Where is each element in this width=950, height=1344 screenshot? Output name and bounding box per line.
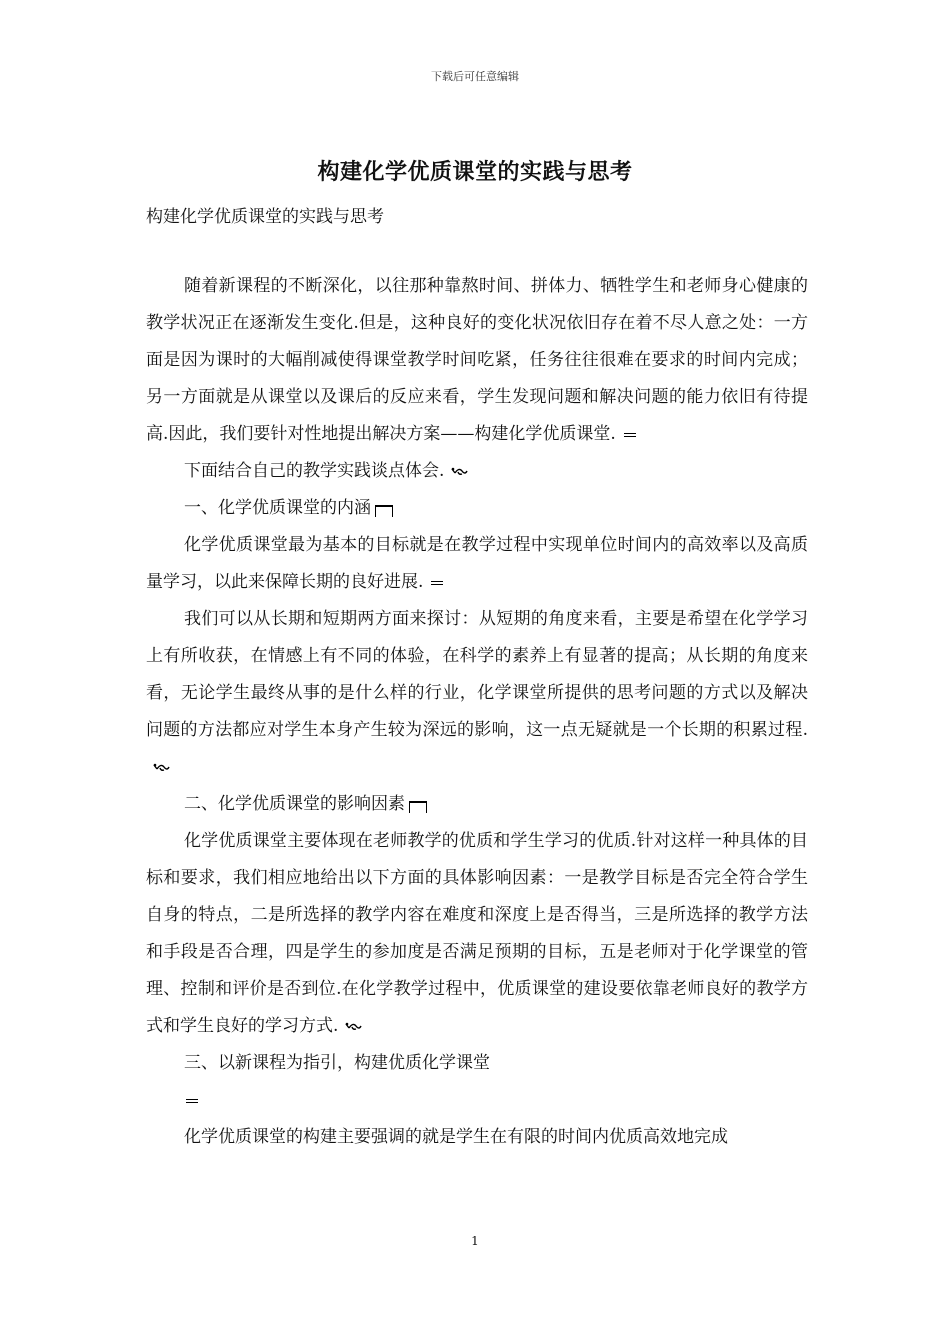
paragraph-text: 化学优质课堂主要体现在老师教学的优质和学生学习的优质.针对这样一种具体的目标和要求，我们相应地给出以下方面的具体影响因素：一是教学目标是否完全符合学生自身的特点，二是所选择的教学内容在难度和深度上是否得当，三是所选择的教学方法和手段是否合理，四是学生的参加度是否满足预期的目标，五是老师对于化学课堂的管理、控制和评价是否到位.在化学教学过程中，优质课堂的建设要依靠老师良好的教学方式和学生良好的学习方式. bbox=[146, 831, 808, 1036]
section-heading-1 bbox=[146, 490, 808, 527]
document-body bbox=[146, 268, 808, 1156]
paragraph-text: 化学优质课堂的构建主要强调的就是学生在有限的时间内优质高效地完成 bbox=[184, 1127, 728, 1147]
document-title: 构建化学优质课堂的实践与思考 bbox=[317, 159, 633, 185]
paragraph-text: 下面结合自己的教学实践谈点体会. bbox=[184, 461, 445, 481]
line-break-icon bbox=[409, 801, 427, 813]
header-note: 下载后可任意编辑 bbox=[431, 70, 519, 83]
loop-mark-icon bbox=[152, 762, 170, 774]
paragraph-long-short-term bbox=[146, 601, 808, 786]
section-heading-text: 三、以新课程为指引，构建优质化学课堂 bbox=[184, 1053, 490, 1073]
paragraph-factors bbox=[146, 823, 808, 1045]
document-subtitle: 构建化学优质课堂的实践与思考 bbox=[146, 207, 384, 227]
paragraph-definition bbox=[146, 527, 808, 601]
section-heading-text: 二、化学优质课堂的影响因素 bbox=[184, 794, 405, 814]
empty-paragraph bbox=[146, 1082, 808, 1119]
paragraph-text: 化学优质课堂最为基本的目标就是在教学过程中实现单位时间内的高效率以及高质量学习，以此来保障长期的良好进展. bbox=[146, 535, 808, 592]
paragraph-text: 我们可以从长期和短期两方面来探讨：从短期的角度来看，主要是希望在化学学习上有所收获，在情感上有不同的体验，在科学的素养上有显著的提高；从长期的角度来看，无论学生最终从事的是什么样的行业，化学课堂所提供的思考问题的方式以及解决问题的方法都应对学生本身产生较为深远的影响，这一点无疑就是一个长期的积累过程. bbox=[146, 609, 808, 740]
section-heading-3 bbox=[146, 1045, 808, 1082]
paragraph-construction bbox=[146, 1119, 808, 1156]
section-heading-2 bbox=[146, 786, 808, 823]
loop-mark-icon bbox=[450, 466, 468, 478]
loop-mark-icon bbox=[344, 1021, 362, 1033]
line-break-icon bbox=[375, 505, 393, 517]
section-heading-text: 一、化学优质课堂的内涵 bbox=[184, 498, 371, 518]
page-number: 1 bbox=[471, 1234, 479, 1248]
paragraph-text: 随着新课程的不断深化，以往那种靠熬时间、拼体力、牺牲学生和老师身心健康的教学状况正在逐渐发生变化.但是，这种良好的变化状况依旧存在着不尽人意之处：一方面是因为课时的大幅削减使得课堂教学时间吃紧，任务往往很难在要求的时间内完成；另一方面就是从课堂以及课后的反应来看，学生发现问题和解决问题的能力依旧有待提高.因此，我们要针对性地提出解决方案——构建化学优质课堂. bbox=[146, 276, 808, 444]
paragraph-mark-icon bbox=[429, 578, 445, 588]
paragraph-mark-icon bbox=[184, 1096, 200, 1106]
paragraph-mark-icon bbox=[622, 430, 638, 440]
paragraph-experience bbox=[146, 453, 808, 490]
paragraph-intro bbox=[146, 268, 808, 453]
